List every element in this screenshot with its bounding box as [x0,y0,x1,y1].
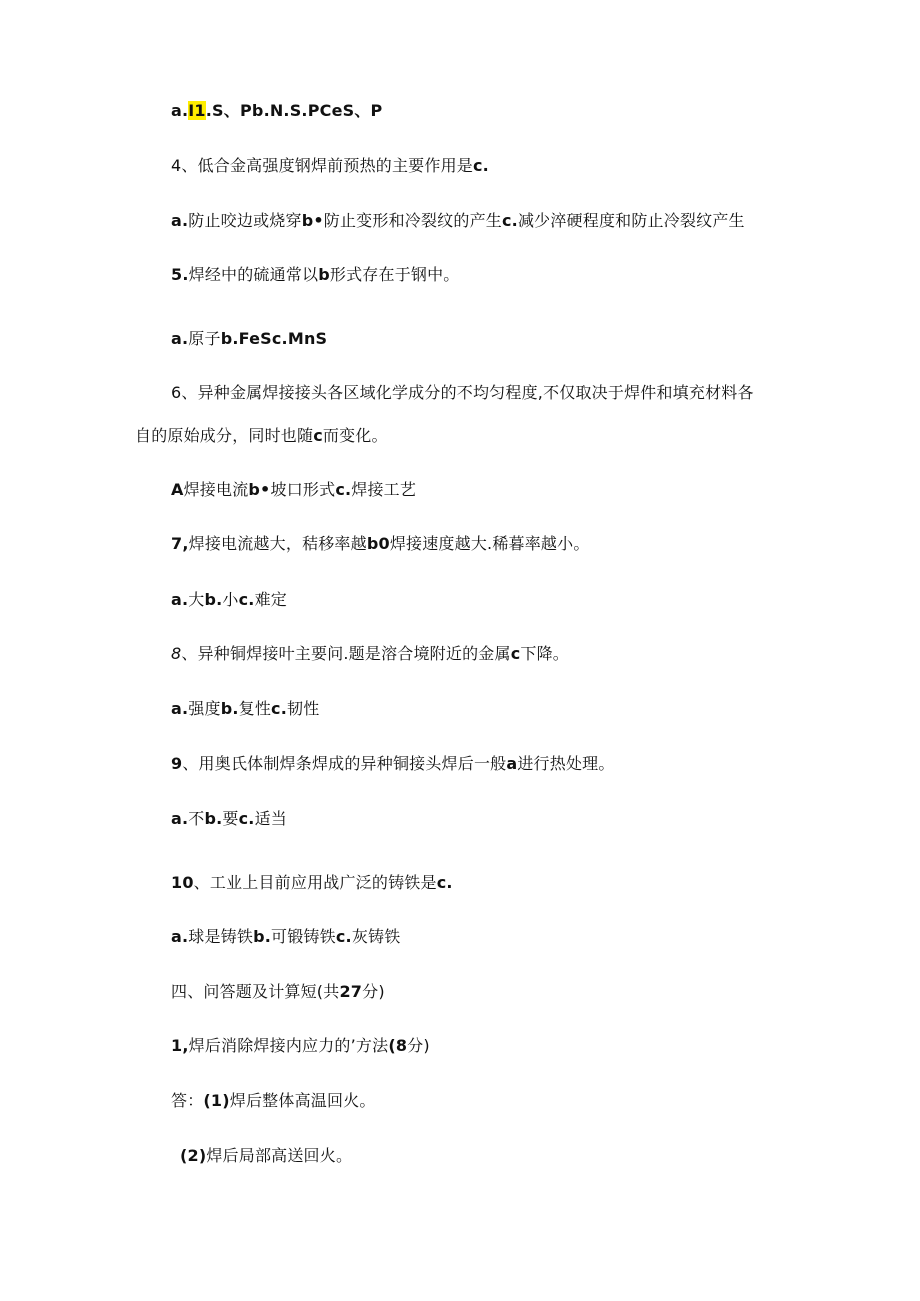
options-10 [171,926,400,948]
answer-number: (2) [180,1146,207,1165]
option-label: A [171,480,184,499]
options-7 [171,589,287,611]
option-text: 焊接电流 [183,480,249,499]
option-text: 复性 [238,699,272,718]
option-label: a. [171,329,189,348]
option-label: c. [335,480,352,499]
section-heading [171,981,385,1003]
question-9 [171,753,615,775]
section-title: 分) [362,982,385,1001]
option-label: a. [171,927,189,946]
answer-letter: b [318,265,330,284]
option-label: c. [501,211,518,230]
answer-letter: b0 [366,534,390,553]
option-text: 强度 [188,699,221,718]
question-text: 、用奥氏体制焊条焊成的异种铜接头焊后一般 [182,754,507,773]
option-label: a. [171,211,189,230]
score: 27 [339,982,363,1001]
option-label: a. [171,809,189,828]
question-6-continued [135,425,388,447]
options-5 [171,328,327,350]
qa-question-1 [171,1035,430,1057]
option-text: .S、Pb.N.S.PCeS、P [205,101,383,120]
question-number: 5. [171,265,189,284]
option-text: 减少淬硬程度和防止冷裂纹产生 [517,211,745,230]
options-4 [171,210,745,232]
question-text: 焊后消除焊接内应力的’方法 [188,1036,389,1055]
option-text: 球是铸铁 [188,927,254,946]
score: (8 [388,1036,408,1055]
option-text: 大 [188,590,205,609]
option-text: b.FeSc.MnS [220,329,328,348]
option-text: 坡口形式 [270,480,336,499]
question-text: 而变化。 [322,426,388,445]
question-5 [171,264,460,286]
answer-letter: c. [436,873,453,892]
option-text: 适当 [254,809,287,828]
question-text: 焊经中的硫通常以 [188,265,319,284]
option-label: b. [204,590,223,609]
question-number: 7, [171,534,189,553]
question-4 [171,155,489,177]
option-label: a. [171,699,189,718]
options-8 [171,698,319,720]
question-text: 进行热处理。 [517,754,615,773]
question-text: 、工业上目前应用战广泛的铸铁是 [193,873,437,892]
question-text: 6、异种金属焊接接头各区域化学成分的不均匀程度,不仅取决于焊件和填充材料各 [171,383,754,402]
answer-number: (1) [203,1091,230,1110]
question-text: 4、低合金高强度钢焊前预热的主要作用是 [171,156,473,175]
option-text: 防止变形和冷裂纹的产生 [323,211,502,230]
answer-1 [171,1090,376,1112]
answer-letter: c [510,644,521,663]
option-label: c. [335,927,352,946]
option-label: b. [253,927,272,946]
question-text: 自的原始成分，同时也随 [135,426,314,445]
option-text: 焊接工艺 [351,480,417,499]
option-text: 小 [222,590,239,609]
highlighted-text: I1 [188,101,206,120]
option-label: b• [301,211,324,230]
question-7 [171,533,590,555]
option-label: c. [238,809,255,828]
question-text: 焊接速度越大.稀暮率越小。 [389,534,590,553]
section-title: 四、问答题及计算短(共 [171,982,340,1001]
question-number: 1, [171,1036,189,1055]
answer-letter: c [313,426,323,445]
option-text: 可锻铸铁 [271,927,336,946]
option-text: 灰铸铁 [351,927,401,946]
option-label: b. [220,699,239,718]
answer-text: 焊后整体高温回火。 [229,1091,376,1110]
option-text: 原子 [188,329,221,348]
option-text: 防止咬边或烧穿 [188,211,302,230]
question-text: 焊接电流越大，秸移率越 [188,534,367,553]
option-label: a. [171,101,189,120]
option-text: 韧性 [287,699,320,718]
question-number: 9 [171,754,183,773]
answer-label: 答： [171,1091,204,1110]
question-number: 10 [171,873,194,892]
option-label: b. [204,809,223,828]
question-6 [171,382,754,404]
question-text: 分) [407,1036,430,1055]
option-label: c. [271,699,287,718]
option-line-1 [171,100,382,122]
question-text: 形式存在于钢中。 [329,265,460,284]
option-label: b• [248,480,271,499]
question-8 [171,643,569,665]
question-text: 、异种铜焊接叶主要问.题是溶合境附近的金属 [181,644,511,663]
answer-letter: a [506,754,518,773]
options-9 [171,808,287,830]
option-text: 难定 [254,590,287,609]
options-6 [171,479,416,501]
question-text: 下降。 [520,644,569,663]
question-10 [171,872,453,894]
question-number: 8 [171,644,182,663]
option-label: a. [171,590,189,609]
answer-text: 焊后局部高送回火。 [206,1146,353,1165]
option-label: c. [238,590,255,609]
option-text: 不 [188,809,205,828]
answer-letter: c. [472,156,489,175]
answer-2 [180,1145,352,1167]
option-text: 要 [222,809,239,828]
